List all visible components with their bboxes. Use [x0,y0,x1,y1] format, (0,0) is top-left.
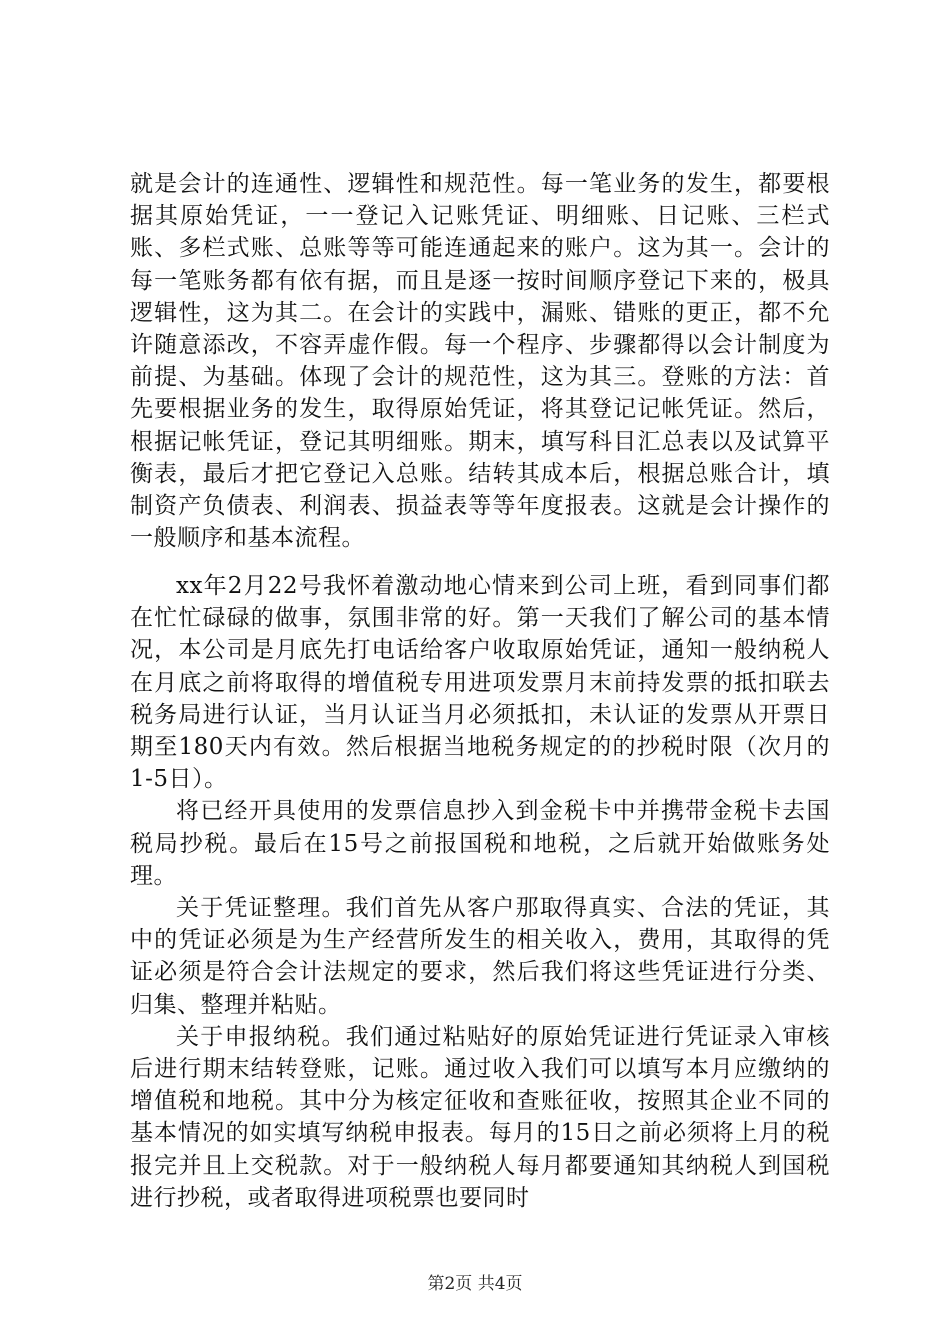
body-text-block-2 [130,570,830,1214]
paragraph-first-day: xx年2月22号我怀着激动地心情来到公司上班，看到同事们都在忙忙碌碌的做事，氛围非常的好。第一天我们了解公司的基本情况，本公司是月底先打电话给客户收取原始凭证，通知一般纳税人在月底之前将取得的增值税专用进项发票月末前持发票的抵扣联去税务局进行认证，当月认证当月必须抵扣，未认证的发票从开票日期至180天内有效。然后根据当地税务规定的的抄税时限（次月的1-5日）。 [130,573,830,793]
paragraph-tax-filing: 关于申报纳税。我们通过粘贴好的原始凭证进行凭证录入审核后进行期末结转登账，记账。通过收入我们可以填写本月应缴纳的增值税和地税。其中分为核定征收和查账征收，按照其企业不同的基本情况的如实填写纳税申报表。每月的15日之前必须将上月的税报完并且上交税款。对于一般纳税人每月都要通知其纳税人到国税进行抄税，或者取得进项税票也要同时 [130,1023,830,1211]
paragraph-copy-tax: 将已经开具使用的发票信息抄入到金税卡中并携带金税卡去国税局抄税。最后在15号之前报国税和地税，之后就开始做账务处理。 [130,798,830,889]
paragraph-voucher-sorting: 关于凭证整理。我们首先从客户那取得真实、合法的凭证，其中的凭证必须是为生产经营所发生的相关收入，费用，其取得的凭证必须是符合会计法规定的要求，然后我们将这些凭证进行分类、归集、整理并粘贴。 [130,895,830,1018]
page-footer: 第2页 共4页 [427,1274,523,1294]
body-text-block-1 [130,168,830,554]
paragraph-continuation: 就是会计的连通性、逻辑性和规范性。每一笔业务的发生，都要根据其原始凭证，一一登记入记账凭证、明细账、日记账、三栏式账、多栏式账、总账等等可能连通起来的账户。这为其一。会计的每一笔账务都有依有据，而且是逐一按时间顺序登记下来的，极具逻辑性，这为其二。在会计的实践中，漏账、错账的更正，都不允许随意添改，不容弄虚作假。每一个程序、步骤都得以会计制度为前提、为基础。体现了会计的规范性，这为其三。登账的方法：首先要根据业务的发生，取得原始凭证，将其登记记帐凭证。然后，根据记帐凭证，登记其明细账。期末，填写科目汇总表以及试算平衡表，最后才把它登记入总账。结转其成本后，根据总账合计，填制资产负债表、利润表、损益表等等年度报表。这就是会计操作的一般顺序和基本流程。 [130,171,830,552]
